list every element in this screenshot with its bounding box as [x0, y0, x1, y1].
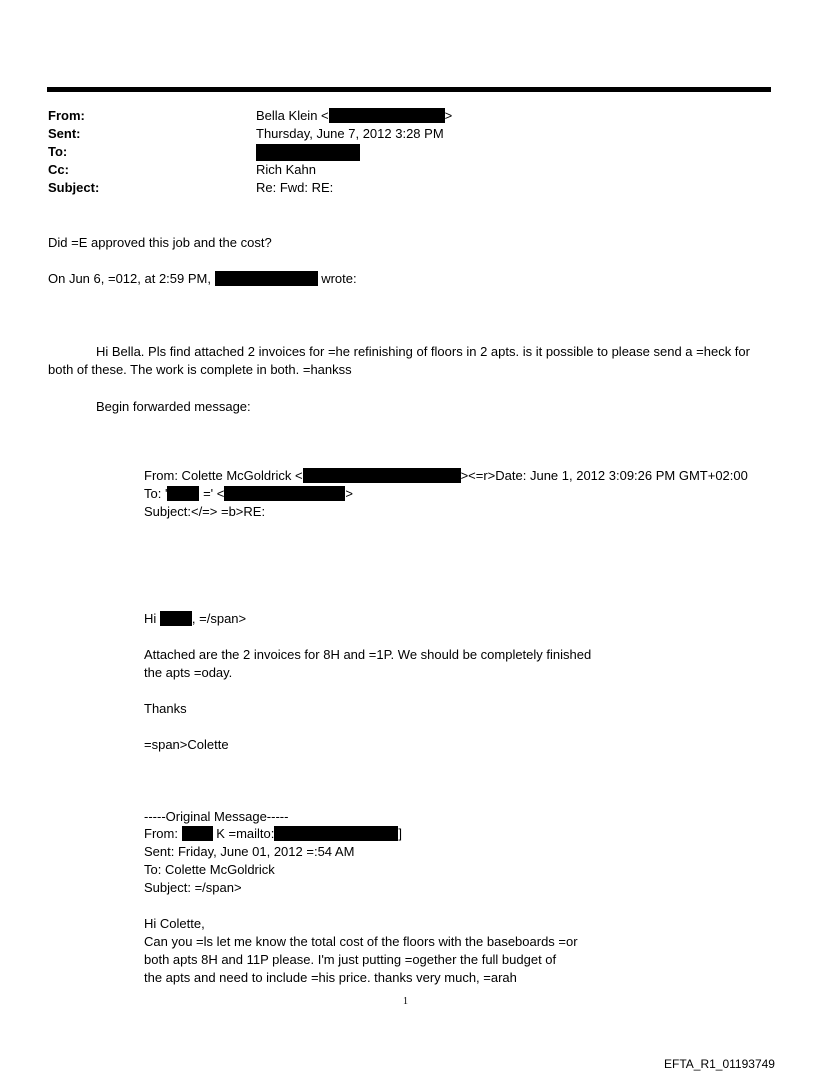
- request-line2: both apts 8H and 11P please. I'm just putting =ogether the full budget of: [144, 952, 557, 967]
- redaction-block: [303, 468, 461, 483]
- body-line-approval: Did =E approved this job and the cost?: [48, 235, 272, 250]
- fwd-to-line: [144, 485, 353, 503]
- on-date-text: On Jun 6, =012, at 2:59 PM,: [48, 271, 211, 286]
- hi-colette-line: Hi Colette,: [144, 916, 205, 931]
- header-rule: [47, 87, 771, 92]
- cc-value: Rich Kahn: [256, 162, 316, 177]
- hi-line: [144, 610, 246, 628]
- para1-line1: Hi Bella. Pls find attached 2 invoices for =he refinishing of floors in 2 apts. is it possible to please send a =heck for: [96, 344, 750, 359]
- fwd-subject-line: Subject:</=> =b>RE:: [144, 504, 266, 519]
- from-value-suffix: >: [444, 108, 453, 123]
- fwd-to-prefix: To: ': [144, 486, 168, 501]
- to-redaction: [256, 144, 360, 161]
- orig-subject-line: Subject: =/span>: [144, 880, 242, 895]
- to-label: To:: [48, 144, 68, 159]
- request-line1: Can you =ls let me know the total cost of the floors with the baseboards =or: [144, 934, 578, 949]
- request-line3: the apts and need to include =his price. thanks very much, =arah: [144, 970, 517, 985]
- from-value: [256, 107, 452, 125]
- from-label: From:: [48, 108, 85, 123]
- subject-value: Re: Fwd: RE:: [256, 180, 334, 195]
- redaction-block: [329, 108, 445, 123]
- cc-label: Cc:: [48, 162, 69, 177]
- redaction-block: [274, 826, 398, 841]
- orig-sent-line: Sent: Friday, June 01, 2012 =:54 AM: [144, 844, 355, 859]
- page-number: 1: [403, 996, 408, 1007]
- orig-from-line: [144, 825, 402, 843]
- redaction-block: [224, 486, 345, 501]
- wrote-text: wrote:: [321, 271, 357, 286]
- orig-from-mid: K =mailto:: [216, 826, 275, 841]
- sent-value: Thursday, June 7, 2012 3:28 PM: [256, 126, 444, 141]
- para1-line2: both of these. The work is complete in both. =hankss: [48, 362, 352, 377]
- thanks-line: Thanks: [144, 701, 187, 716]
- sent-label: Sent:: [48, 126, 81, 141]
- fwd-to-mid: =' <: [203, 486, 225, 501]
- begin-forwarded: Begin forwarded message:: [96, 399, 251, 414]
- redaction-block: [182, 826, 213, 841]
- orig-from-prefix: From:: [144, 826, 178, 841]
- subject-label: Subject:: [48, 180, 100, 195]
- from-value-prefix: Bella Klein <: [256, 108, 329, 123]
- redaction-block: [160, 611, 192, 626]
- attached-line1: Attached are the 2 invoices for 8H and =1P. We should be completely finished: [144, 647, 592, 662]
- fwd-to-suffix: >: [345, 486, 353, 501]
- document-id-footer: EFTA_R1_01193749: [664, 1057, 775, 1071]
- redaction-block: [215, 271, 318, 286]
- hi-suffix: , =/span>: [191, 611, 247, 626]
- fwd-from-prefix: From: Colette McGoldrick <: [144, 468, 303, 483]
- body-line-on-wrote: [48, 270, 357, 288]
- colette-signoff: =span>Colette: [144, 737, 229, 752]
- original-message-header: -----Original Message-----: [144, 809, 289, 824]
- attached-line2: the apts =oday.: [144, 665, 233, 680]
- hi-prefix: Hi: [144, 611, 157, 626]
- fwd-from-suffix: ><=r>Date: June 1, 2012 3:09:26 PM GMT+02:00: [460, 468, 748, 483]
- redaction-block: [167, 486, 199, 501]
- orig-from-suffix: ]: [398, 826, 402, 841]
- fwd-from-line: [144, 467, 748, 485]
- orig-to-line: To: Colette McGoldrick: [144, 862, 275, 877]
